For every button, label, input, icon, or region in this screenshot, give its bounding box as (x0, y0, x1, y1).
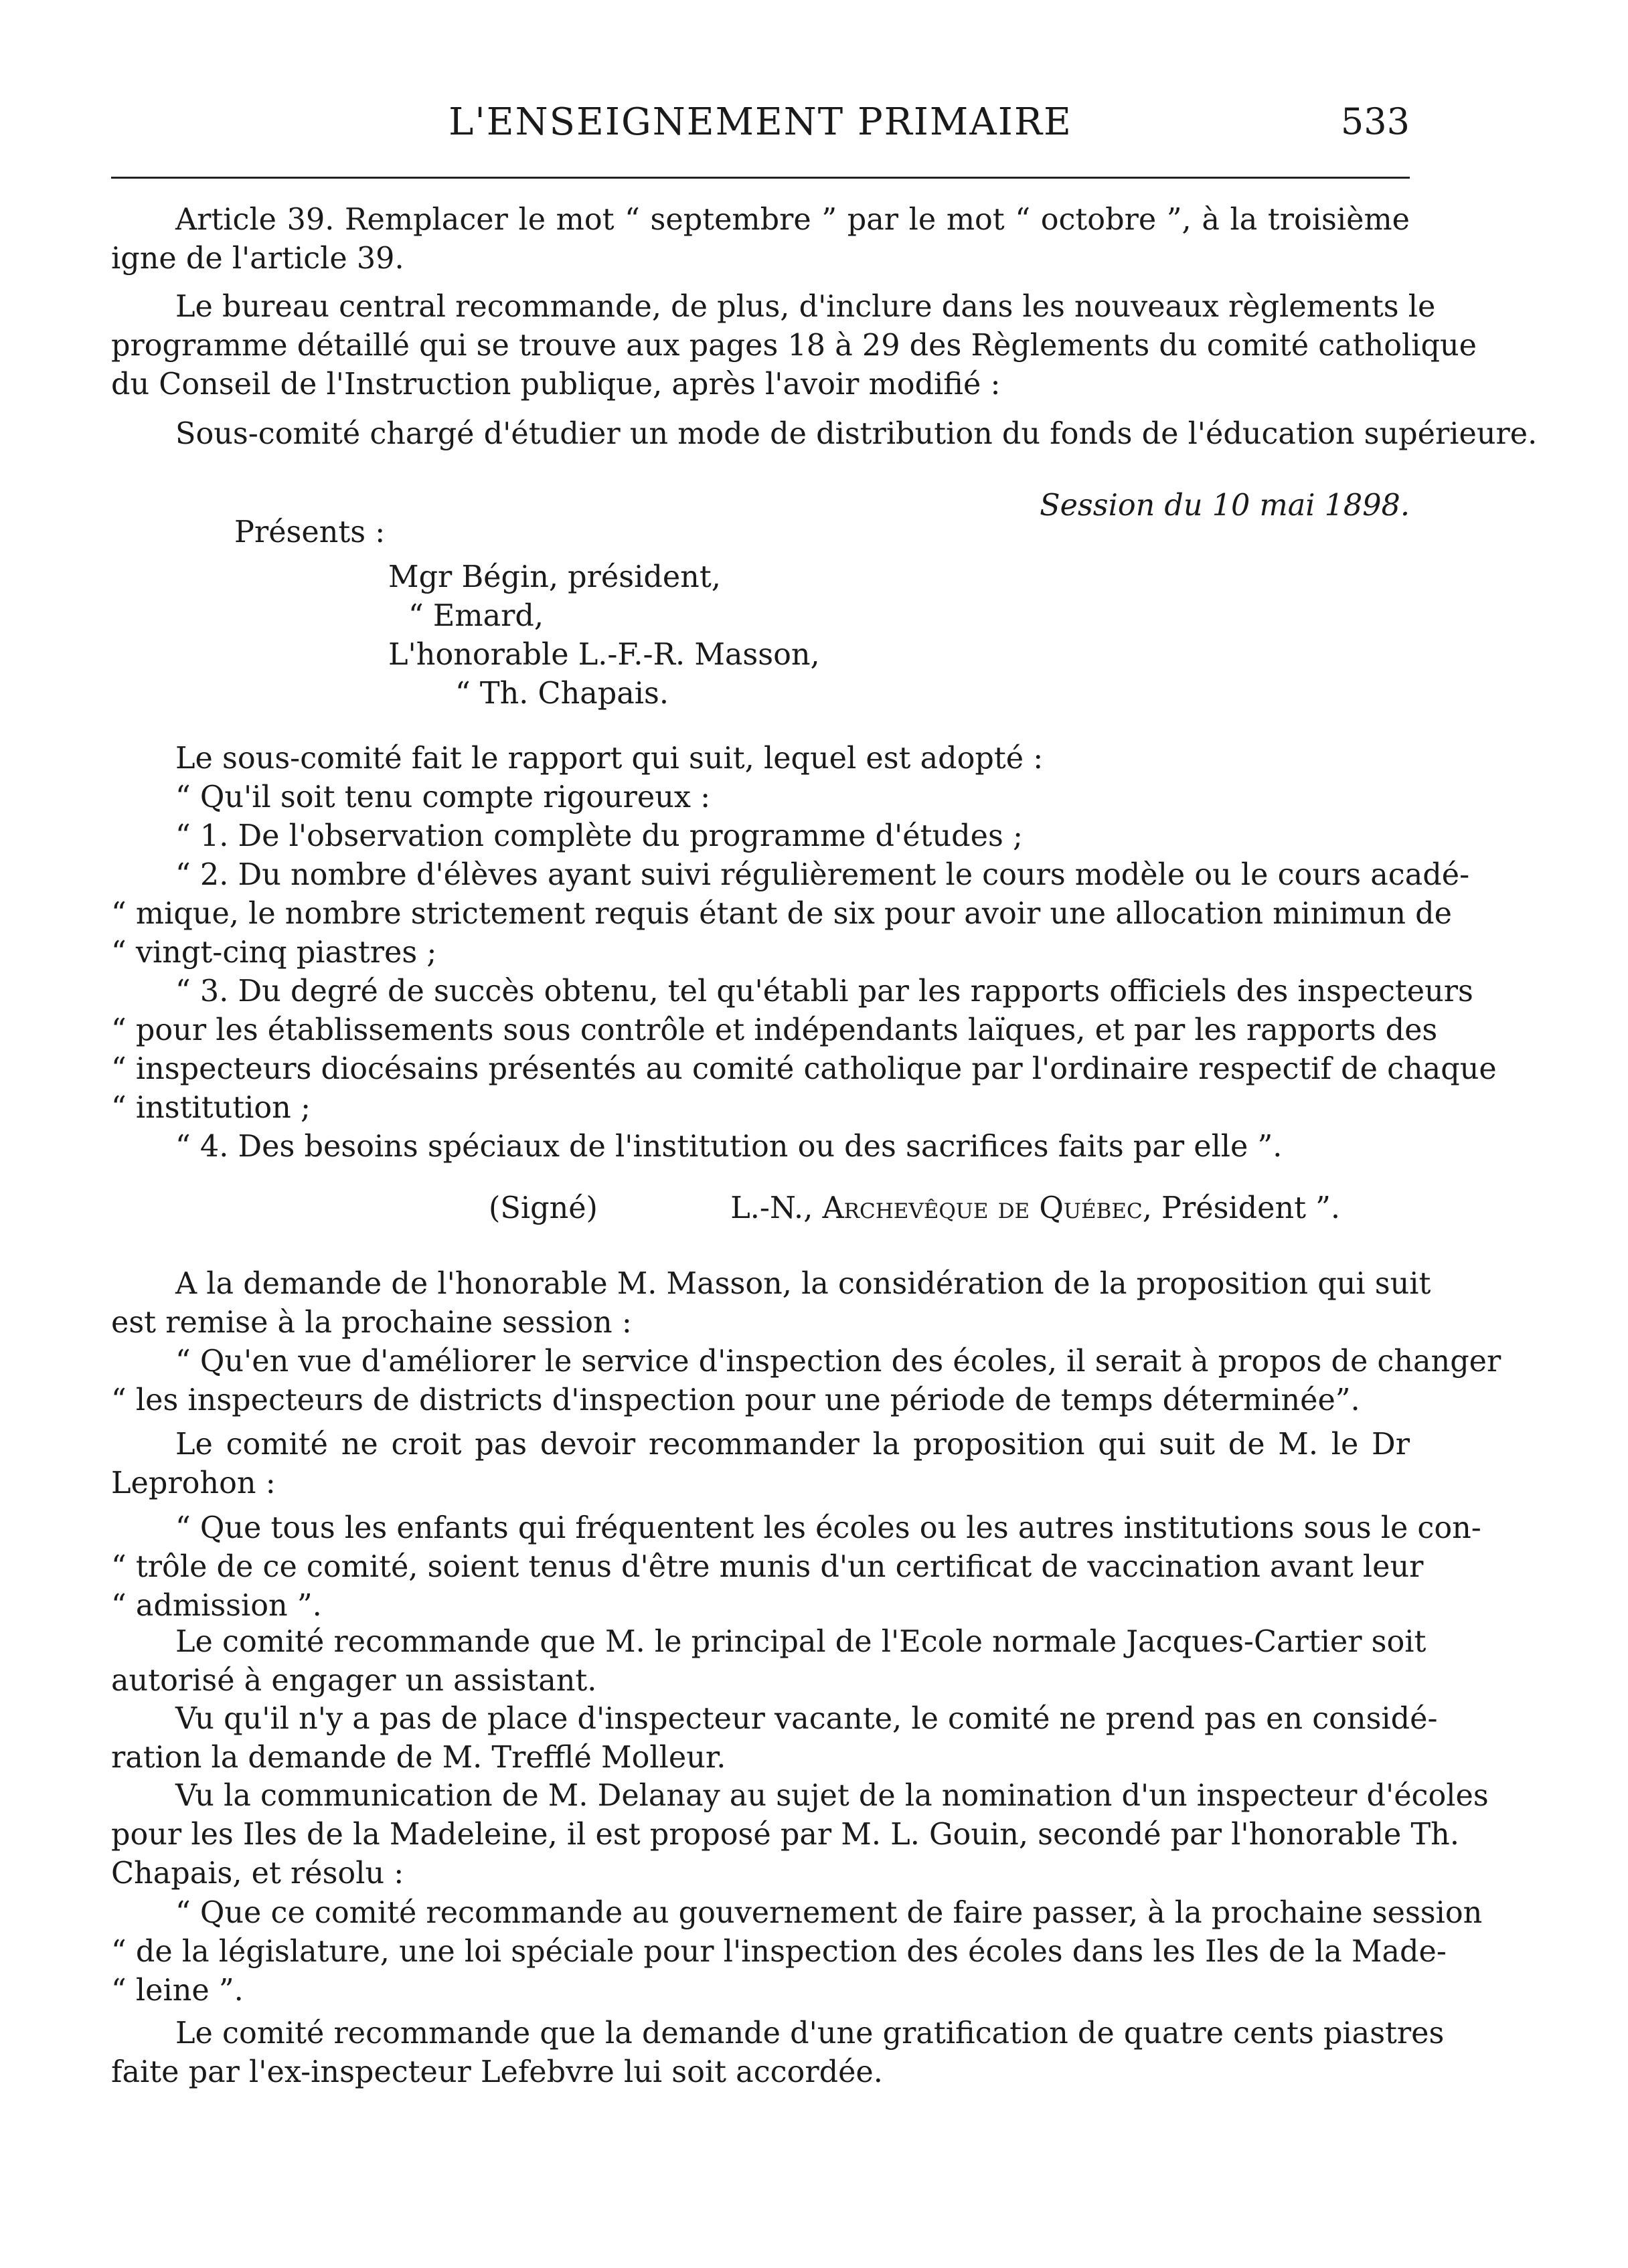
text-line: Le comité recommande que M. le principal de l'Ecole normale Jacques-Cartier soit (175, 1625, 1427, 1659)
text-line: Le bureau central recommande, de plus, d'inclure dans les nouveaux règlements le (175, 290, 1436, 324)
text-line: A la demande de l'honorable M. Masson, la considération de la proposition qui suit (175, 1267, 1431, 1301)
text-line: “ 3. Du degré de succès obtenu, tel qu'établi par les rapports officiels des inspecteurs (175, 974, 1473, 1009)
header-rule (111, 177, 1410, 179)
signer-title: Archevêque de Québec, (822, 1191, 1152, 1225)
paragraph-bureau-central (111, 288, 1477, 404)
present-member: “ Emard, (408, 599, 544, 633)
text-line: Vu la communication de M. Delanay au sujet de la nomination d'un inspecteur d'écoles (175, 1779, 1489, 1813)
text-line: du Conseil de l'Instruction publique, après l'avoir modifié : (111, 367, 1001, 402)
signature-line (489, 1191, 1340, 1225)
text-line: “ Qu'il soit tenu compte rigoureux : (175, 780, 711, 814)
text-line: “ Que tous les enfants qui fréquentent les écoles ou les autres institutions sous le con- (175, 1511, 1481, 1545)
text-line: est remise à la prochaine session : (111, 1306, 632, 1340)
text-line: Le comité ne croit pas devoir recommander la proposition qui suit de M. le Dr (175, 1427, 1410, 1462)
text-line: “ 1. De l'observation complète du programme d'études ; (175, 819, 1023, 853)
text-line: “ de la législature, une loi spéciale pour l'inspection des écoles dans les Iles de la Made- (111, 1935, 1447, 1969)
text-line: “ leine ”. (111, 1974, 244, 2008)
present-member: “ Th. Chapais. (455, 677, 669, 711)
text-line: Leprohon : (111, 1466, 276, 1500)
presents-list (388, 558, 820, 713)
text-line: programme détaillé qui se trouve aux pages 18 à 29 des Règlements du comité catholique (111, 329, 1477, 363)
paragraph-masson (111, 1265, 1501, 1420)
text-line: “ Que ce comité recommande au gouvernement de faire passer, à la prochaine session (175, 1896, 1483, 1930)
page-header (111, 100, 1410, 154)
paragraph-rapport (111, 739, 1497, 1166)
running-title: L'ENSEIGNEMENT PRIMAIRE (449, 100, 1072, 144)
text-line: “ trôle de ce comité, soient tenus d'être munis d'un certificat de vaccination avant leur (111, 1550, 1424, 1584)
text-line: Le sous-comité fait le rapport qui suit, lequel est adopté : (175, 742, 1044, 776)
paragraph-article-39 (111, 201, 1410, 278)
text-line: Article 39. Remplacer le mot “ septembre ” par le mot “ octobre ”, à la troisième (175, 203, 1410, 237)
text-line: “ admission ”. (111, 1589, 322, 1623)
paragraph-delanay (111, 1777, 1489, 1893)
text-line: ration la demande de M. Trefflé Molleur. (111, 1741, 726, 1775)
text-line: “ institution ; (111, 1091, 311, 1125)
text-line: Chapais, et résolu : (111, 1856, 404, 1891)
paragraph-lefebvre (111, 2014, 1445, 2092)
text-line: “ Qu'en vue d'améliorer le service d'inspection des écoles, il serait à propos de changer (175, 1344, 1501, 1379)
paragraph-assistant (111, 1623, 1427, 1700)
text-line: autorisé à engager un assistant. (111, 1664, 597, 1698)
paragraph-molleur (111, 1700, 1438, 1777)
text-line: “ les inspecteurs de districts d'inspection pour une période de temps déterminée”. (111, 1383, 1360, 1417)
text-line: Le comité recommande que la demande d'une gratification de quatre cents piastres (175, 2016, 1445, 2051)
page-number: 533 (1340, 100, 1410, 143)
text-line: “ mique, le nombre strictement requis étant de six pour avoir une allocation minimun de (111, 897, 1452, 931)
text-line: “ 4. Des besoins spéciaux de l'institution ou des sacrifices faits par elle ”. (175, 1130, 1283, 1164)
presents-label: Présents : (234, 515, 386, 549)
signer-role: Président ”. (1161, 1191, 1341, 1225)
text-line: “ vingt-cinq piastres ; (111, 936, 437, 970)
text-line: faite par l'ex-inspecteur Lefebvre lui soit accordée. (111, 2055, 883, 2089)
text-line: Vu qu'il n'y a pas de place d'inspecteur vacante, le comité ne prend pas en considé- (175, 1702, 1438, 1736)
paragraph-vaccination (111, 1509, 1481, 1626)
session-date: Session du 10 mai 1898. (1040, 489, 1410, 523)
present-member: Mgr Bégin, président, (388, 560, 721, 594)
text-line: igne de l'article 39. (111, 242, 404, 276)
signer-name: L.-N., (730, 1191, 813, 1225)
paragraph-sous-comite (111, 415, 1538, 454)
text-line: “ inspecteurs diocésains présentés au comité catholique par l'ordinaire respectif de chaque (111, 1052, 1497, 1086)
present-member: L'honorable L.-F.-R. Masson, (388, 638, 820, 672)
paragraph-loi-speciale (111, 1894, 1483, 2010)
text-line: “ 2. Du nombre d'élèves ayant suivi régulièrement le cours modèle ou le cours acadé- (175, 858, 1470, 892)
text-line: Sous-comité chargé d'étudier un mode de distribution du fonds de l'éducation supérieure. (175, 417, 1538, 451)
text-line: “ pour les établissements sous contrôle et indépendants laïques, et par les rapports des (111, 1013, 1438, 1047)
paragraph-leprohon (111, 1425, 1410, 1503)
text-line: pour les Iles de la Madeleine, il est proposé par M. L. Gouin, secondé par l'honorable Th. (111, 1818, 1459, 1852)
signed-label: (Signé) (489, 1191, 598, 1225)
